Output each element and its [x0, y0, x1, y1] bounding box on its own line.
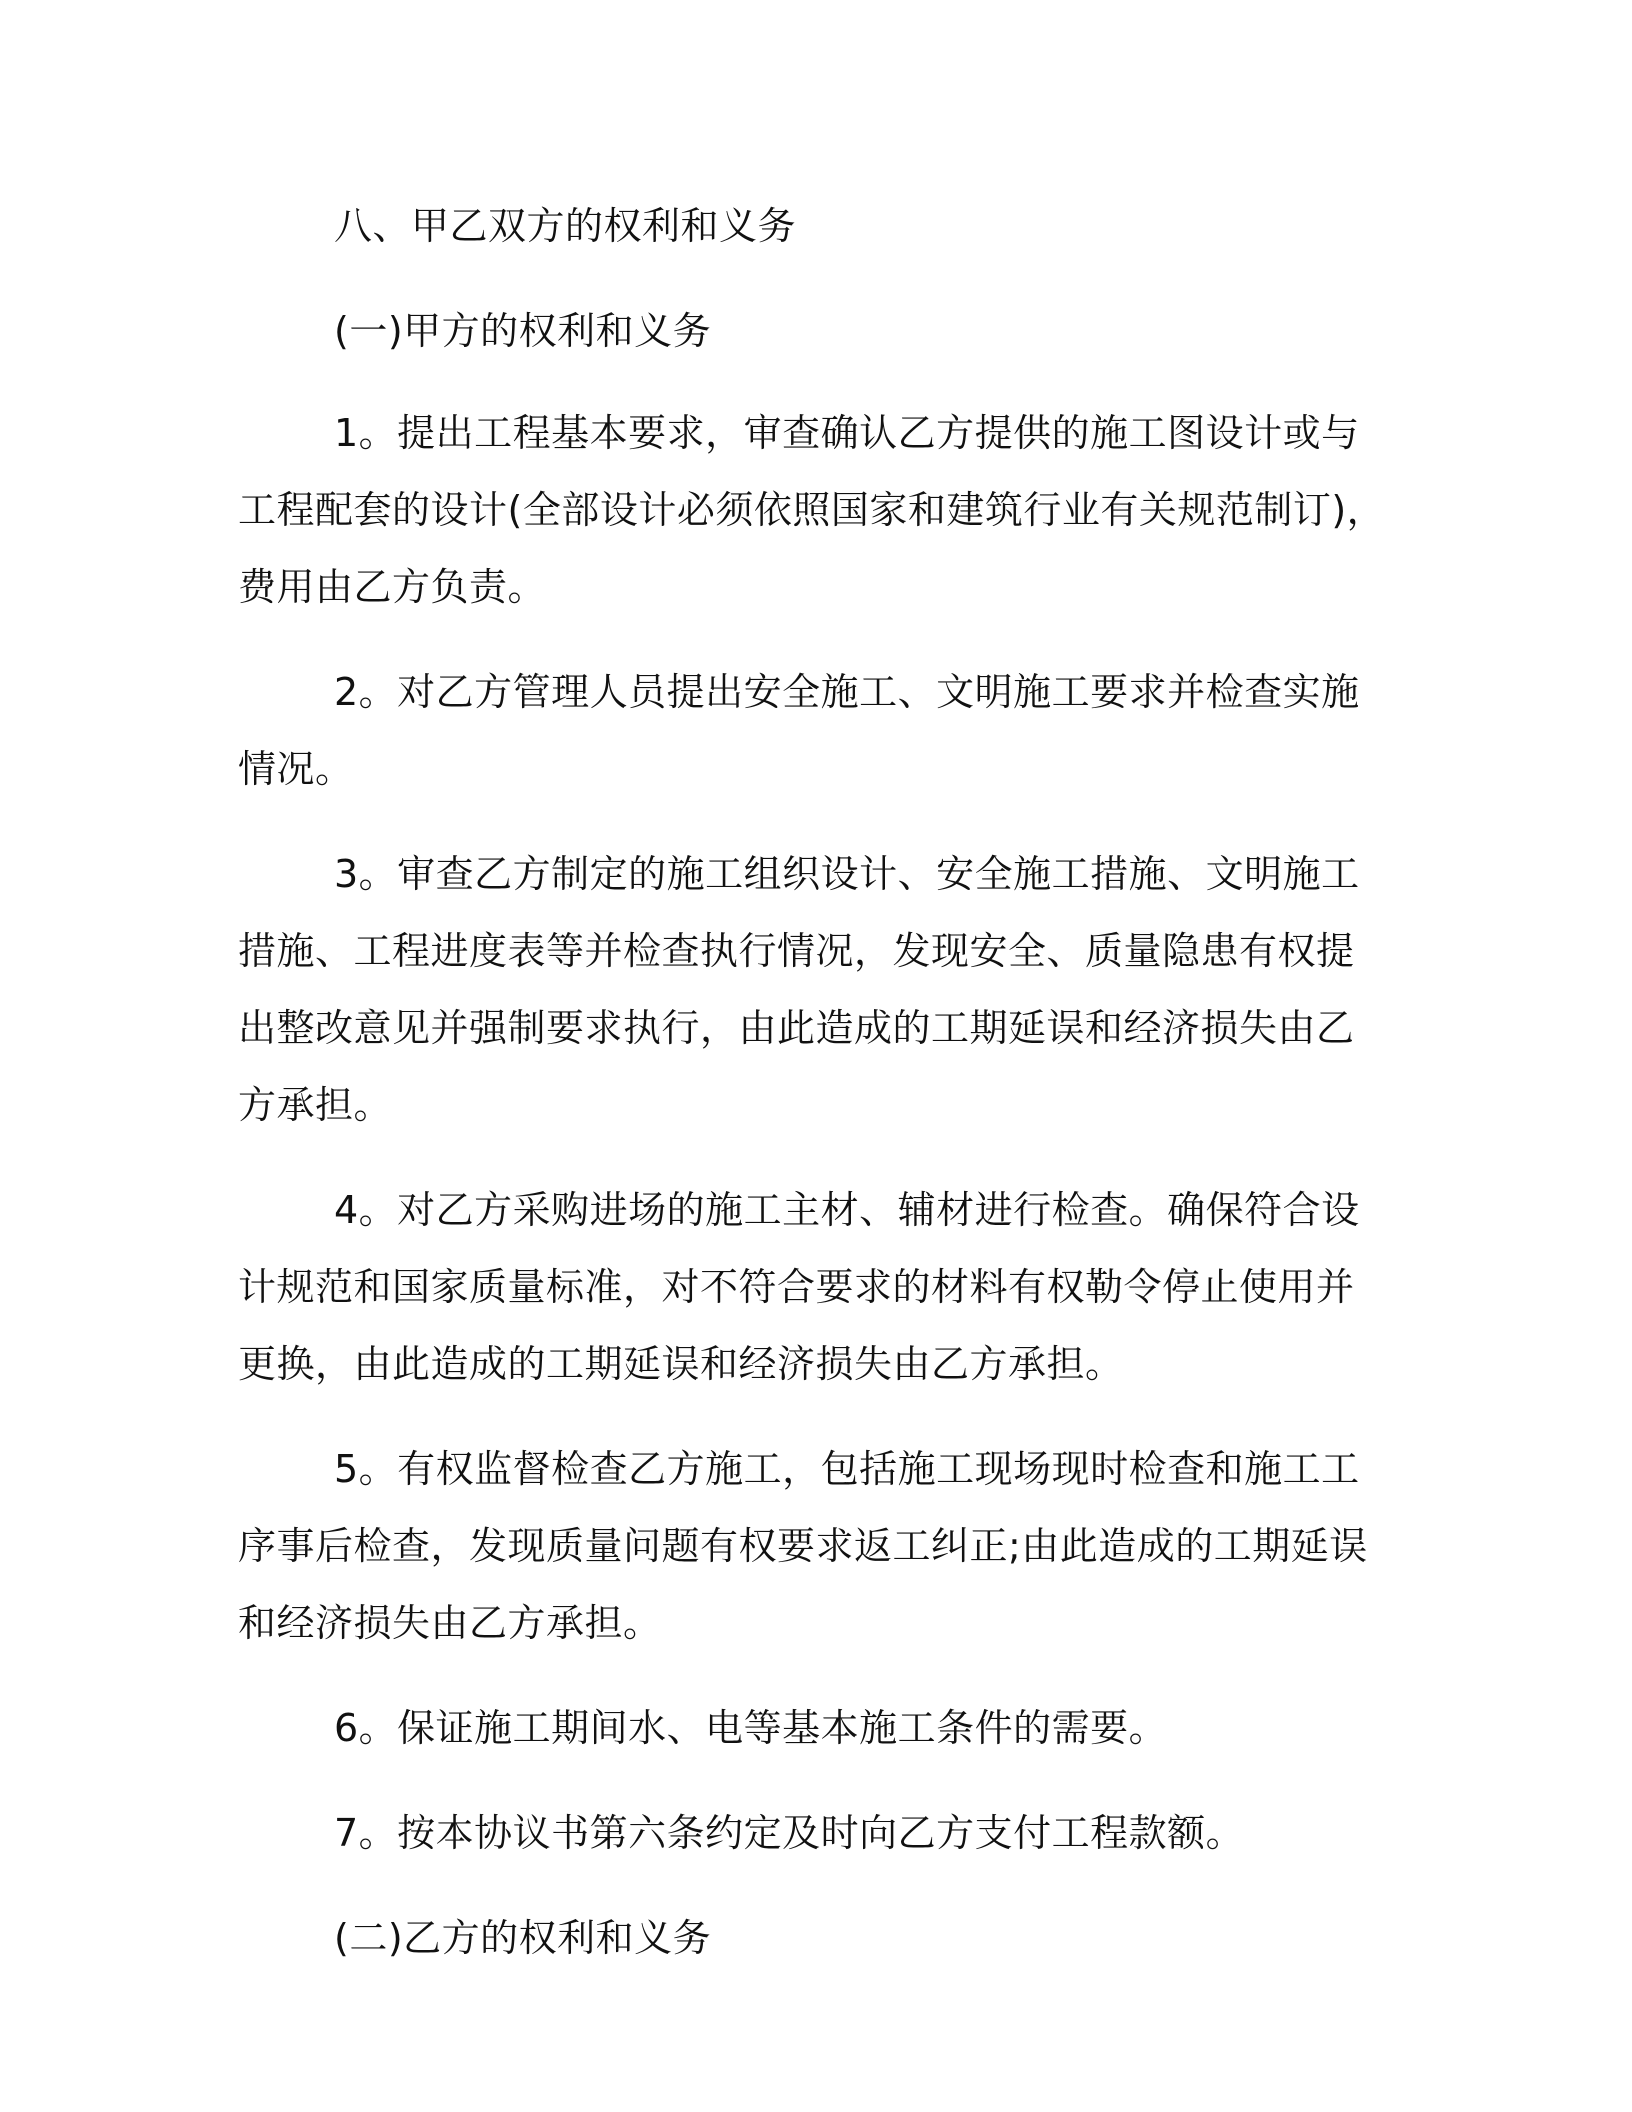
document-body: [238, 188, 1388, 1977]
party-a-item-3: 3。审查乙方制定的施工组织设计、安全施工措施、文明施工措施、工程进度表等并检查执行情况，发现安全、质量隐患有权提出整改意见并强制要求执行，由此造成的工期延误和经济损失由乙方承担。: [238, 852, 1360, 1127]
party-a-item-7: 7。按本协议书第六条约定及时向乙方支付工程款额。: [334, 1811, 1245, 1855]
party-a-item-1: 1。提出工程基本要求，审查确认乙方提供的施工图设计或与工程配套的设计(全部设计必须依照国家和建筑行业有关规范制订)，费用由乙方负责。: [238, 411, 1386, 609]
section-title: 八、甲乙双方的权利和义务: [334, 204, 797, 248]
party-a-heading: (一)甲方的权利和义务: [334, 309, 712, 353]
party-a-item-5: 5。有权监督检查乙方施工，包括施工现场现时检查和施工工序事后检查，发现质量问题有权要求返工纠正;由此造成的工期延误和经济损失由乙方承担。: [238, 1447, 1368, 1645]
party-a-item-4: 4。对乙方采购进场的施工主材、辅材进行检查。确保符合设计规范和国家质量标准，对不符合要求的材料有权勒令停止使用并更换，由此造成的工期延误和经济损失由乙方承担。: [238, 1188, 1360, 1386]
party-b-heading: (二)乙方的权利和义务: [334, 1916, 712, 1960]
party-a-item-2: 2。对乙方管理人员提出安全施工、文明施工要求并检查实施情况。: [238, 670, 1360, 791]
party-a-item-6: 6。保证施工期间水、电等基本施工条件的需要。: [334, 1706, 1168, 1750]
